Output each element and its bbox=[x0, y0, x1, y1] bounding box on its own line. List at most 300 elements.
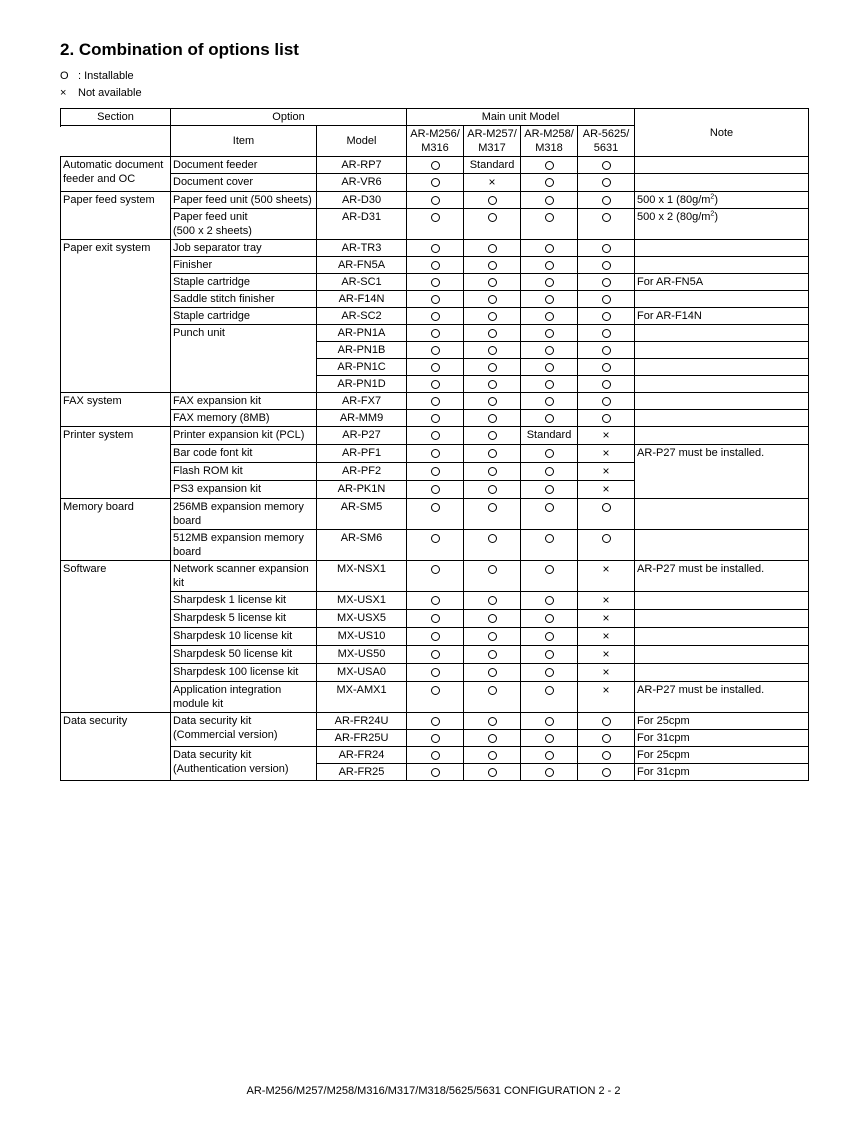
installable-icon bbox=[488, 650, 497, 659]
item-cell: Document feeder bbox=[171, 157, 317, 174]
legend-not-available bbox=[60, 87, 142, 99]
installable-icon bbox=[602, 213, 611, 222]
installable-icon bbox=[602, 534, 611, 543]
installable-icon bbox=[602, 414, 611, 423]
installable-icon bbox=[488, 449, 497, 458]
model-cell: MX-US10 bbox=[317, 628, 407, 646]
compat-cell bbox=[578, 192, 635, 209]
compat-cell bbox=[464, 764, 521, 781]
compat-cell bbox=[407, 561, 464, 592]
installable-icon bbox=[545, 751, 554, 760]
compat-cell bbox=[407, 257, 464, 274]
installable-icon bbox=[488, 363, 497, 372]
compat-cell bbox=[521, 359, 578, 376]
legend-installable bbox=[60, 70, 134, 82]
installable-icon bbox=[602, 397, 611, 406]
compat-cell bbox=[578, 393, 635, 410]
compat-cell bbox=[464, 561, 521, 592]
installable-icon bbox=[488, 196, 497, 205]
compat-cell bbox=[464, 359, 521, 376]
compat-cell bbox=[407, 499, 464, 530]
note-cell: For AR-F14N bbox=[635, 308, 809, 325]
installable-icon bbox=[545, 178, 554, 187]
installable-icon bbox=[431, 717, 440, 726]
compat-cell bbox=[578, 291, 635, 308]
compat-cell bbox=[407, 325, 464, 342]
not-available-icon: × bbox=[602, 562, 610, 576]
compat-cell bbox=[464, 481, 521, 499]
installable-icon bbox=[545, 768, 554, 777]
circle-icon: O bbox=[60, 70, 69, 82]
compat-cell bbox=[521, 481, 578, 499]
not-available-icon: × bbox=[602, 665, 610, 679]
options-table bbox=[60, 108, 809, 781]
installable-icon bbox=[488, 244, 497, 253]
installable-icon bbox=[602, 363, 611, 372]
installable-icon bbox=[488, 596, 497, 605]
installable-icon bbox=[488, 346, 497, 355]
model-cell: AR-PK1N bbox=[317, 481, 407, 499]
installable-icon bbox=[602, 380, 611, 389]
installable-icon bbox=[545, 363, 554, 372]
installable-icon bbox=[545, 213, 554, 222]
installable-icon bbox=[602, 717, 611, 726]
table-row bbox=[61, 240, 809, 257]
compat-cell bbox=[464, 445, 521, 463]
table-row bbox=[61, 325, 809, 342]
installable-icon bbox=[545, 632, 554, 641]
model-cell: AR-D30 bbox=[317, 192, 407, 209]
item-cell: Sharpdesk 10 license kit bbox=[171, 628, 317, 646]
compat-cell bbox=[521, 410, 578, 427]
header-item: Item bbox=[171, 126, 317, 157]
note-cell bbox=[635, 499, 809, 530]
model-cell: AR-FR25U bbox=[317, 730, 407, 747]
note-cell bbox=[635, 257, 809, 274]
table-row bbox=[61, 291, 809, 308]
model-cell: AR-VR6 bbox=[317, 174, 407, 192]
item-cell: 256MB expansion memory board bbox=[171, 499, 317, 530]
installable-icon bbox=[488, 431, 497, 440]
installable-icon bbox=[488, 534, 497, 543]
compat-cell bbox=[407, 359, 464, 376]
model-cell: AR-RP7 bbox=[317, 157, 407, 174]
model-cell: AR-FR24 bbox=[317, 747, 407, 764]
compat-cell bbox=[464, 240, 521, 257]
installable-icon bbox=[488, 565, 497, 574]
installable-icon bbox=[431, 329, 440, 338]
note-cell: AR-P27 must be installed. bbox=[635, 682, 809, 713]
compat-cell bbox=[578, 325, 635, 342]
installable-icon bbox=[545, 346, 554, 355]
compat-cell bbox=[464, 427, 521, 445]
installable-icon bbox=[602, 161, 611, 170]
compat-cell bbox=[407, 410, 464, 427]
item-cell: Data security kit (Authentication version) bbox=[171, 747, 317, 781]
note-cell bbox=[635, 592, 809, 610]
compat-cell bbox=[521, 393, 578, 410]
installable-icon bbox=[545, 261, 554, 270]
compat-cell bbox=[464, 410, 521, 427]
installable-icon bbox=[602, 261, 611, 270]
table-row bbox=[61, 664, 809, 682]
note-cell bbox=[635, 174, 809, 192]
compat-cell bbox=[578, 274, 635, 291]
installable-icon bbox=[488, 380, 497, 389]
header-note: Note bbox=[635, 109, 809, 157]
model-cell: AR-P27 bbox=[317, 427, 407, 445]
installable-icon bbox=[488, 751, 497, 760]
compat-cell bbox=[521, 463, 578, 481]
item-cell: Printer expansion kit (PCL) bbox=[171, 427, 317, 445]
note-cell bbox=[635, 157, 809, 174]
table-row bbox=[61, 157, 809, 174]
compat-cell bbox=[464, 530, 521, 561]
table-row bbox=[61, 713, 809, 730]
compat-cell bbox=[578, 610, 635, 628]
superscript: 2 bbox=[710, 210, 715, 218]
not-available-icon: × bbox=[602, 647, 610, 661]
compat-cell bbox=[578, 359, 635, 376]
compat-cell bbox=[464, 376, 521, 393]
standard-label: Standard bbox=[469, 159, 515, 171]
compat-cell bbox=[521, 192, 578, 209]
note-cell bbox=[635, 325, 809, 342]
installable-icon bbox=[602, 278, 611, 287]
table-row bbox=[61, 592, 809, 610]
compat-cell bbox=[407, 713, 464, 730]
compat-cell bbox=[578, 664, 635, 682]
table-row bbox=[61, 393, 809, 410]
section-cell: FAX system bbox=[61, 393, 171, 427]
compat-cell bbox=[407, 530, 464, 561]
installable-icon bbox=[488, 397, 497, 406]
compat-cell bbox=[464, 628, 521, 646]
note-cell bbox=[635, 646, 809, 664]
note-cell bbox=[635, 359, 809, 376]
model-cell: AR-PN1B bbox=[317, 342, 407, 359]
header-section: Section bbox=[61, 109, 171, 126]
header-model: Model bbox=[317, 126, 407, 157]
compat-cell bbox=[521, 664, 578, 682]
model-cell: AR-PF1 bbox=[317, 445, 407, 463]
compat-cell bbox=[407, 445, 464, 463]
installable-icon bbox=[545, 414, 554, 423]
installable-icon bbox=[431, 312, 440, 321]
compat-cell bbox=[464, 730, 521, 747]
compat-cell bbox=[407, 174, 464, 192]
not-available-icon: × bbox=[602, 629, 610, 643]
compat-cell bbox=[407, 291, 464, 308]
item-cell: Staple cartridge bbox=[171, 274, 317, 291]
model-cell: MX-USA0 bbox=[317, 664, 407, 682]
compat-cell bbox=[578, 713, 635, 730]
compat-cell bbox=[464, 747, 521, 764]
note-cell bbox=[635, 664, 809, 682]
installable-icon bbox=[431, 734, 440, 743]
section-cell: Software bbox=[61, 561, 171, 713]
model-cell: AR-PN1A bbox=[317, 325, 407, 342]
item-cell: Paper feed unit (500 x 2 sheets) bbox=[171, 209, 317, 240]
compat-cell bbox=[521, 646, 578, 664]
compat-cell bbox=[464, 257, 521, 274]
cross-icon: × bbox=[60, 87, 67, 99]
installable-icon bbox=[488, 614, 497, 623]
compat-cell bbox=[521, 274, 578, 291]
header-unit-4: AR-5625/ 5631 bbox=[578, 126, 635, 157]
installable-icon bbox=[431, 632, 440, 641]
model-cell: MX-US50 bbox=[317, 646, 407, 664]
installable-icon bbox=[545, 397, 554, 406]
compat-cell bbox=[521, 376, 578, 393]
compat-cell bbox=[578, 481, 635, 499]
installable-icon bbox=[431, 485, 440, 494]
table-row bbox=[61, 499, 809, 530]
compat-cell bbox=[578, 427, 635, 445]
compat-cell bbox=[521, 764, 578, 781]
compat-cell bbox=[521, 530, 578, 561]
table-row bbox=[61, 209, 809, 240]
compat-cell bbox=[407, 427, 464, 445]
section-cell: Memory board bbox=[61, 499, 171, 561]
compat-cell bbox=[521, 682, 578, 713]
model-cell: AR-MM9 bbox=[317, 410, 407, 427]
compat-cell bbox=[578, 342, 635, 359]
compat-cell bbox=[521, 308, 578, 325]
note-cell: For 31cpm bbox=[635, 764, 809, 781]
item-cell: PS3 expansion kit bbox=[171, 481, 317, 499]
table-row bbox=[61, 427, 809, 445]
compat-cell bbox=[464, 682, 521, 713]
installable-icon bbox=[431, 565, 440, 574]
note-cell bbox=[635, 610, 809, 628]
compat-cell bbox=[407, 157, 464, 174]
installable-icon bbox=[431, 397, 440, 406]
installable-icon bbox=[488, 668, 497, 677]
installable-icon bbox=[488, 503, 497, 512]
installable-icon bbox=[545, 668, 554, 677]
section-cell: Printer system bbox=[61, 427, 171, 499]
compat-cell bbox=[464, 209, 521, 240]
installable-icon bbox=[602, 503, 611, 512]
note-cell bbox=[635, 410, 809, 427]
section-cell: Paper exit system bbox=[61, 240, 171, 393]
compat-cell bbox=[464, 308, 521, 325]
installable-icon bbox=[488, 278, 497, 287]
note-cell bbox=[635, 427, 809, 445]
note-cell: 500 x 1 $(80g/m^2)$ bbox=[635, 192, 809, 209]
header-unit-1: AR-M256/ M316 bbox=[407, 126, 464, 157]
compat-cell bbox=[578, 308, 635, 325]
compat-cell bbox=[521, 747, 578, 764]
compat-cell bbox=[521, 713, 578, 730]
legend-text: Not available bbox=[78, 87, 142, 99]
compat-cell bbox=[578, 410, 635, 427]
compat-cell bbox=[407, 646, 464, 664]
compat-cell bbox=[521, 257, 578, 274]
model-cell: AR-SC1 bbox=[317, 274, 407, 291]
installable-icon bbox=[488, 485, 497, 494]
table-row bbox=[61, 274, 809, 291]
table-row bbox=[61, 628, 809, 646]
compat-cell bbox=[521, 342, 578, 359]
installable-icon bbox=[431, 261, 440, 270]
item-cell: Data security kit (Commercial version) bbox=[171, 713, 317, 747]
compat-cell bbox=[464, 274, 521, 291]
compat-cell bbox=[464, 592, 521, 610]
compat-cell bbox=[407, 664, 464, 682]
installable-icon bbox=[488, 717, 497, 726]
installable-icon bbox=[431, 178, 440, 187]
superscript: 2 bbox=[710, 193, 715, 201]
installable-icon bbox=[545, 503, 554, 512]
installable-icon bbox=[545, 196, 554, 205]
item-cell: Network scanner expansion kit bbox=[171, 561, 317, 592]
installable-icon bbox=[431, 596, 440, 605]
installable-icon bbox=[545, 686, 554, 695]
note-cell bbox=[635, 291, 809, 308]
installable-icon bbox=[431, 346, 440, 355]
compat-cell bbox=[578, 730, 635, 747]
item-cell: Saddle stitch finisher bbox=[171, 291, 317, 308]
not-available-icon: × bbox=[602, 464, 610, 478]
installable-icon bbox=[431, 751, 440, 760]
table-row bbox=[61, 445, 809, 463]
installable-icon bbox=[431, 213, 440, 222]
compat-cell bbox=[407, 730, 464, 747]
compat-cell bbox=[578, 592, 635, 610]
model-cell: MX-NSX1 bbox=[317, 561, 407, 592]
model-cell: MX-USX5 bbox=[317, 610, 407, 628]
compat-cell bbox=[521, 174, 578, 192]
compat-cell bbox=[578, 240, 635, 257]
page-footer: AR-M256/M257/M258/M316/M317/M318/5625/5631 CONFIGURATION 2 - 2 bbox=[246, 1085, 621, 1097]
compat-cell bbox=[407, 393, 464, 410]
compat-cell bbox=[407, 463, 464, 481]
compat-cell bbox=[407, 342, 464, 359]
installable-icon bbox=[431, 686, 440, 695]
installable-icon bbox=[488, 261, 497, 270]
model-cell: AR-PN1D bbox=[317, 376, 407, 393]
not-available-icon: × bbox=[602, 446, 610, 460]
installable-icon bbox=[431, 161, 440, 170]
installable-icon bbox=[431, 414, 440, 423]
installable-icon bbox=[602, 312, 611, 321]
compat-cell bbox=[407, 376, 464, 393]
compat-cell bbox=[521, 561, 578, 592]
compat-cell bbox=[578, 257, 635, 274]
installable-icon bbox=[431, 534, 440, 543]
item-cell: Paper feed unit (500 sheets) bbox=[171, 192, 317, 209]
installable-icon bbox=[488, 295, 497, 304]
installable-icon bbox=[545, 295, 554, 304]
compat-cell bbox=[407, 764, 464, 781]
installable-icon bbox=[431, 431, 440, 440]
compat-cell bbox=[407, 610, 464, 628]
header-unit-3: AR-M258/ M318 bbox=[521, 126, 578, 157]
table-row bbox=[61, 747, 809, 764]
note-cell bbox=[635, 393, 809, 410]
installable-icon bbox=[602, 346, 611, 355]
note-cell: For AR-FN5A bbox=[635, 274, 809, 291]
compat-cell bbox=[407, 240, 464, 257]
compat-cell bbox=[578, 174, 635, 192]
compat-cell bbox=[464, 610, 521, 628]
note-cell: AR-P27 must be installed. bbox=[635, 445, 809, 499]
note-cell bbox=[635, 342, 809, 359]
table-row bbox=[61, 646, 809, 664]
installable-icon bbox=[545, 650, 554, 659]
installable-icon bbox=[431, 295, 440, 304]
item-cell: Bar code font kit bbox=[171, 445, 317, 463]
model-cell: AR-FN5A bbox=[317, 257, 407, 274]
compat-cell bbox=[464, 325, 521, 342]
item-cell: Flash ROM kit bbox=[171, 463, 317, 481]
note-cell bbox=[635, 628, 809, 646]
table-row bbox=[61, 174, 809, 192]
compat-cell bbox=[407, 628, 464, 646]
installable-icon bbox=[431, 278, 440, 287]
table-row bbox=[61, 308, 809, 325]
installable-icon bbox=[488, 734, 497, 743]
compat-cell bbox=[464, 646, 521, 664]
standard-label: Standard bbox=[526, 429, 572, 441]
table-body bbox=[61, 157, 809, 781]
section-cell: Automatic document feeder and OC bbox=[61, 157, 171, 192]
note-cell bbox=[635, 530, 809, 561]
installable-icon bbox=[431, 768, 440, 777]
model-cell: AR-FR25 bbox=[317, 764, 407, 781]
compat-cell bbox=[407, 481, 464, 499]
installable-icon bbox=[431, 614, 440, 623]
item-cell: FAX memory (8MB) bbox=[171, 410, 317, 427]
note-cell: For 25cpm bbox=[635, 747, 809, 764]
compat-cell bbox=[578, 499, 635, 530]
compat-cell bbox=[578, 682, 635, 713]
table-row bbox=[61, 682, 809, 713]
item-cell: Sharpdesk 100 license kit bbox=[171, 664, 317, 682]
installable-icon bbox=[488, 312, 497, 321]
compat-cell bbox=[521, 499, 578, 530]
header-main-unit: Main unit Model bbox=[407, 109, 635, 126]
compat-cell bbox=[521, 209, 578, 240]
installable-icon bbox=[545, 329, 554, 338]
note-cell bbox=[635, 376, 809, 393]
installable-icon bbox=[545, 614, 554, 623]
installable-icon bbox=[431, 363, 440, 372]
item-cell: Sharpdesk 50 license kit bbox=[171, 646, 317, 664]
compat-cell bbox=[521, 325, 578, 342]
header-unit-2: AR-M257/ M317 bbox=[464, 126, 521, 157]
model-cell: AR-PN1C bbox=[317, 359, 407, 376]
compat-cell bbox=[407, 747, 464, 764]
installable-icon bbox=[431, 196, 440, 205]
note-cell: For 31cpm bbox=[635, 730, 809, 747]
table-row bbox=[61, 410, 809, 427]
table-row bbox=[61, 192, 809, 209]
header-option: Option bbox=[171, 109, 407, 126]
compat-cell bbox=[521, 610, 578, 628]
compat-cell bbox=[521, 445, 578, 463]
compat-cell bbox=[407, 274, 464, 291]
compat-cell bbox=[464, 192, 521, 209]
table-row bbox=[61, 257, 809, 274]
compat-cell bbox=[407, 209, 464, 240]
installable-icon bbox=[488, 329, 497, 338]
installable-icon bbox=[431, 244, 440, 253]
legend-text: : Installable bbox=[78, 70, 134, 82]
installable-icon bbox=[488, 467, 497, 476]
